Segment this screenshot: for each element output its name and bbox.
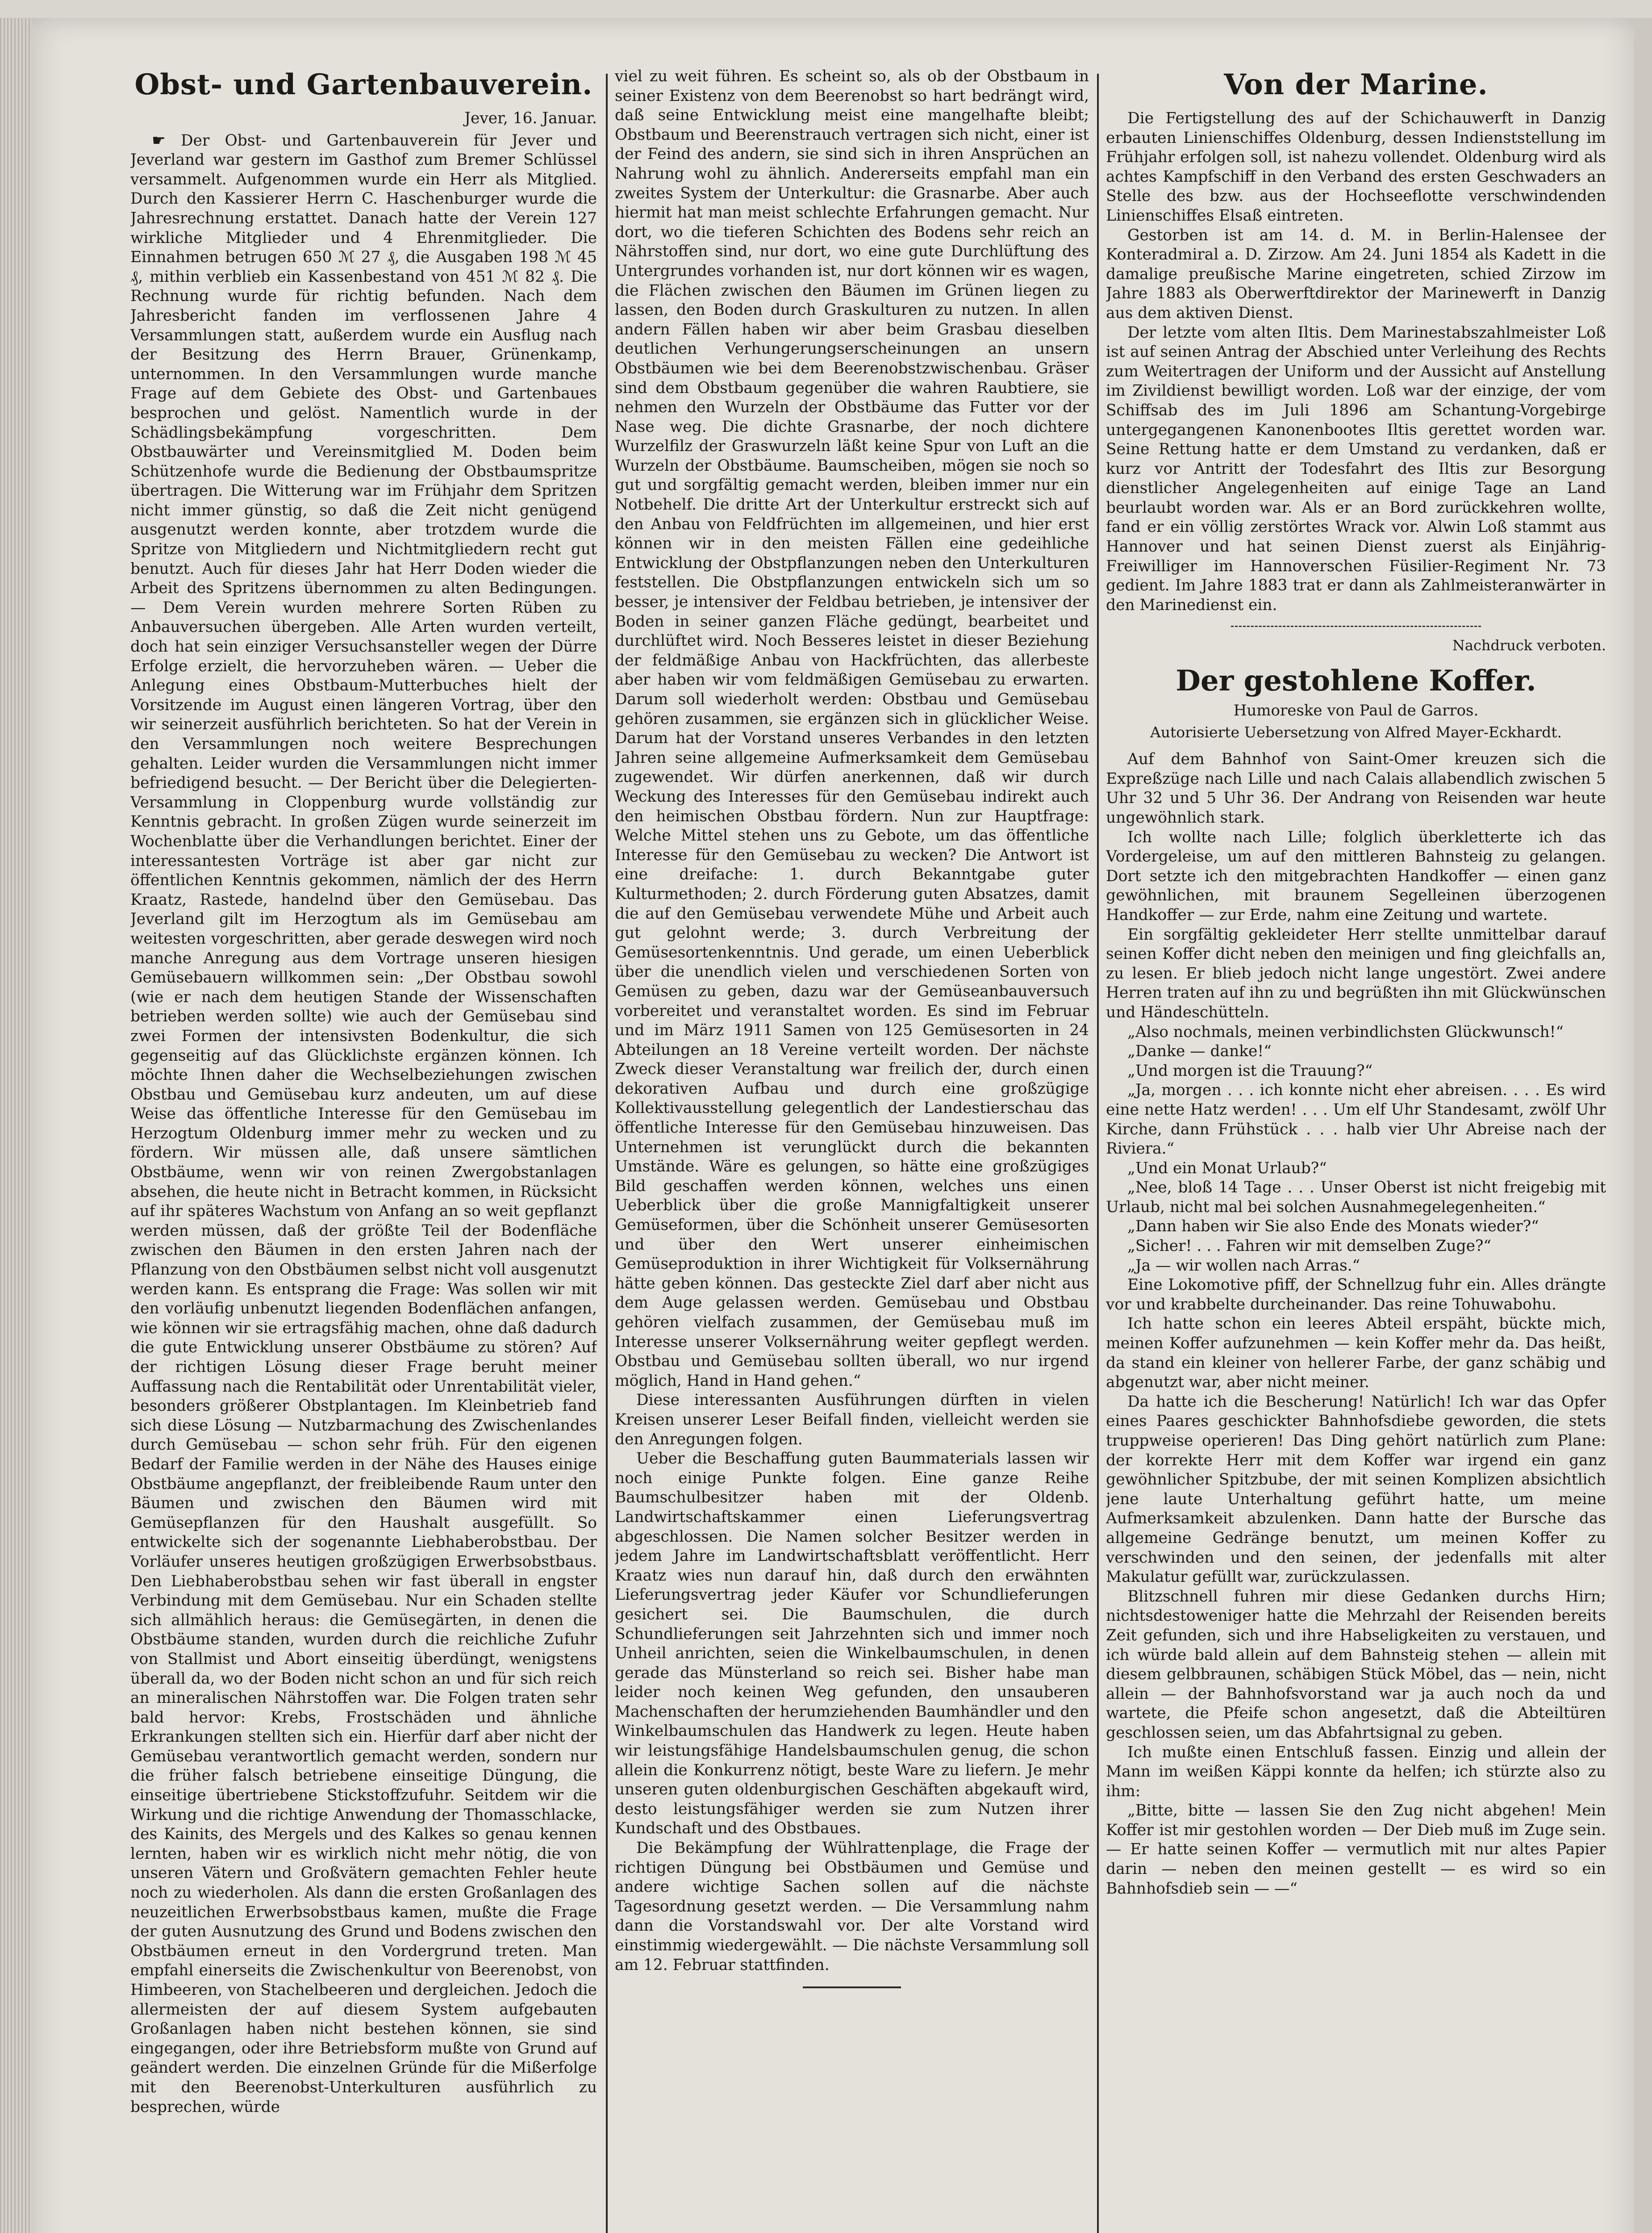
column-rule-1 bbox=[606, 74, 608, 2233]
section-separator bbox=[1231, 626, 1481, 627]
story-paragraph: „Ja, morgen . . . ich konnte nicht eher abreisen. . . . Es wird eine nette Hatz werden! . . . Um elf Uhr Standesamt, zwölf Uhr Kirche, dann Frühstück . . . halb vier Uhr Abreise nach der Riviera.“ bbox=[1106, 1081, 1606, 1158]
story-paragraph: „Sicher! . . . Fahren wir mit demselben Zuge?“ bbox=[1127, 1237, 1491, 1255]
next-page-edge bbox=[1634, 18, 1652, 2233]
column-rule-2 bbox=[1097, 74, 1099, 2233]
column-obstverein-continued bbox=[615, 67, 1089, 2233]
story-title: Der gestohlene Koffer. bbox=[1176, 664, 1536, 698]
article-heading-marine: Von der Marine. bbox=[1224, 68, 1488, 101]
story-paragraph: „Dann haben wir Sie also Ende des Monats wieder?“ bbox=[1127, 1217, 1539, 1236]
story-paragraph: „Und morgen ist die Trauung?“ bbox=[1127, 1062, 1373, 1080]
story-paragraph: Blitzschnell fuhren mir diese Gedanken durchs Hirn; nichtsdestoweniger hatte die Mehrzahl der Reisenden bereits Zeit gefunden, sich und ihre Habseligkeiten zu verstauen, und ich würde bald allein auf dem Bahnsteig stehen — allein mit diesem gelbbraunen, schäbigen Stück Möbel, das — nein, nicht allein — der Bahnhofsvorstand war ja auch noch da und wartete, die Pfeife schon angesetzt, daß die Abteiltüren geschlossen seien, um das Abfahrtsignal zu geben. bbox=[1106, 1587, 1606, 1742]
column-marine-and-story bbox=[1106, 67, 1606, 2233]
story-paragraph: Da hatte ich die Bescherung! Natürlich! Ich war das Opfer eines Paares geschickter Bahnhofsdiebe geworden, die stets truppweise operieren! Das Ding gehört natürlich zum Plane: der korrekte Herr mit dem Koffer war irgend ein ganz gewöhnlicher Spitzbube, der mit seinen Komplizen absichtlich jene laute Unterhaltung geführt hatte, um meine Aufmerksamkeit abzulenken. Dann hatte der Bursche das allgemeine Gedränge benutzt, um meinen Koffer zu verschwinden und den seinen, der jedenfalls mit alter Makulatur gefüllt war, zurückzulassen. bbox=[1106, 1392, 1606, 1586]
article-paragraph: Die Bekämpfung der Wühlrattenplage, die Frage der richtigen Düngung bei Obstbäumen und Gemüse und andere wichtige Sachen sollen auf die nächste Tagesordnung gesetzt werden. — Die Versammlung nahm dann die Vorstandswahl vor. Der alte Vorstand wird einstimmig wiedergewählt. — Die nächste Versammlung soll am 12. Februar stattfinden. bbox=[615, 1839, 1089, 1974]
story-paragraph: Ich mußte einen Entschluß fassen. Einzig und allein der Mann im weißen Käppi konnte da helfen; ich stürzte also zu ihm: bbox=[1106, 1743, 1606, 1800]
story-paragraph: „Nee, bloß 14 Tage . . . Unser Oberst ist nicht freigebig mit Urlaub, nicht mal bei solchen Ausnahmegelegenheiten.“ bbox=[1106, 1179, 1606, 1216]
article-paragraph: ☛ Der Obst- und Gartenbauverein für Jever und Jeverland war gestern im Gasthof zum Bremer Schlüssel versammelt. Aufgenommen wurde ein Herr als Mitglied. Durch den Kassierer Herrn C. Haschenburger wurde die Jahresrechnung erstattet. Danach hatte der Verein 127 wirkliche Mitglieder und 4 Ehrenmitglieder. Die Einnahmen betrugen 650 ℳ 27 ₰, die Ausgaben 198 ℳ 45 ₰, mithin verblieb ein Kassenbestand von 451 ℳ 82 ₰. Die Rechnung wurde für richtig befunden. Nach dem Jahresbericht fanden im verflossenen Jahre 4 Versammlungen statt, außerdem wurde ein Ausflug nach der Besitzung des Herrn Brauer, Grünenkamp, unternommen. In den Versammlungen wurde manche Frage auf dem Gebiete des Obst- und Gartenbaues besprochen und gelöst. Namentlich wurde in der Schädlingsbekämpfung vorgeschritten. Dem Obstbauwärter und Vereinsmitglied M. Doden beim Schützenhofe wurde die Bedienung der Obstbaumspritze übertragen. Die Witterung war im Frühjahr dem Spritzen nicht immer günstig, so daß die Zeit nicht genügend ausgenutzt werden konnte, aber trotzdem wurde die Spritze von Mitgliedern und Nichtmitgliedern recht gut benutzt. Auch für dieses Jahr hat Herr Doden wieder die Arbeit des Spritzens übernommen zu alten Bedingungen. — Dem Verein wurden mehrere Sorten Rüben zu Anbauversuchen übergeben. Alle Arten wurden verteilt, doch hat sein einziger Versuchsansteller wegen der Dürre Erfolge erzielt, die hervorzuheben wären. — Ueber die Anlegung eines Obstbaum-Mutterbuches hielt der Vorsitzende im August einen längeren Vortrag, über den wir seinerzeit ausführlich berichteten. So hat der Verein in den Versammlungen noch weitere Besprechungen gehalten. Leider wurden die Versammlungen nicht immer befriedigend besucht. — Der Bericht über die Delegierten-Versammlung in Cloppenburg wurde vollständig zur Kenntnis gebracht. In großen Zügen wurde seinerzeit im Wochenblatte über die Verhandlungen berichtet. Einer der interessantesten Vorträge ist aber gar nicht zur öffentlichen Kenntnis gekommen, nämlich der des Herrn Kraatz, Rastede, handelnd über den Gemüsebau. Das Jeverland gilt im Herzogtum als im Gemüsebau am weitesten vorgeschritten, aber gerade deswegen wird noch manche Anregung aus dem Vortrage unseren hiesigen Gemüsebauern willkommen sein: „Der Obstbau sowohl (wie er nach dem heutigen Stande der Wissenschaften betrieben werden sollte) wie auch der Gemüsebau sind zwei Formen der intensivsten Bodenkultur, die sich gegenseitig auf das Glücklichste ergänzen können. Ich möchte Ihnen daher die Wechselbeziehungen zwischen Obstbau und Gemüsebau kurz andeuten, um auf diese Weise das öffentliche Interesse für den Gemüsebau im Herzogtum Oldenburg immer mehr zu wecken und zu fördern. Wir müssen alle, daß unsere sämtlichen Obstbäume, wenn wir von reinen Zwergobstanlagen absehen, die heute nicht in Betracht kommen, in Rücksicht auf ihr späteres Wachstum von Anfang an so weit gepflanzt werden müssen, daß der größte Teil der Bodenfläche zwischen den Bäumen in den ersten Jahren nach der Pflanzung von den Obstbäumen selbst nicht voll ausgenutzt werden kann. Es entsprang die Frage: Was sollen wir mit den vorläufig unbenutzt liegenden Bodenflächen anfangen, wie können wir sie ertragsfähig machen, ohne daß dadurch die gute Entwicklung unserer Obstbäume zu stören? Auf der richtigen Lösung dieser Frage beruht meiner Auffassung nach die Rentabilität oder Unrentabilität vieler, besonders größerer Obstplantagen. Im Kleinbetrieb fand sich diese Lösung — Nutzbarmachung des Zwischenlandes durch Gemüsebau — schon sehr früh. Für den eigenen Bedarf der Familie werden in der Nähe des Hauses einige Obstbäume angepflanzt, der freibleibende Raum unter den Bäumen und zwischen den Bäumen wird mit Gemüsepflanzen für den Haushalt ausgefüllt. So entwickelte sich der sogenannte Liebhaberobstbau. Der Vorläufer unseres heutigen großzügigen Erwerbsobstbaus. Den Liebhaberobstbau sehen wir fast überall in engster Verbindung mit dem Gemüsebau. Nur ein Schaden stellte sich allmählich heraus: die Gemüsegärten, in denen die Obstbäume standen, wurden durch die reichliche Zufuhr von Stallmist und Abort einseitig überdüngt, wenigstens überall da, wo der Boden nicht schon an und für sich reich an mineralischen Nährstoffen war. Die Folgen traten sehr bald hervor: Krebs, Frostschäden und ähnliche Erkrankungen stellten sich ein. Hierfür darf aber nicht der Gemüsebau verantwortlich gemacht werden, sondern nur die früher falsch betriebene einseitige Düngung, die einseitige übertriebene Stickstoffzufuhr. Seitdem wir die Wirkung und die richtige Anwendung der Thomasschlacke, des Kainits, des Mergels und des Kalkes so genau kennen lernten, haben wir es wirklich nicht mehr nötig, die von unseren Vätern und Großvätern gemachten Fehler heute noch zu wiederholen. Als dann die ersten Großanlagen des neuzeitlichen Erwerbsobstbaus kamen, mußte die Frage der guten Ausnutzung des Grund und Bodens zwischen den Obstbäumen erneut in den Vordergrund treten. Man empfahl einerseits die Zwischenkultur von Beerenobst, von Himbeeren, von Stachelbeeren und dergleichen. Jedoch die allermeisten der auf diesem System aufgebauten Großanlagen haben nicht bestehen können, sie sind eingegangen, oder ihre Betriebsform mußte von Grund auf geändert werden. Die einzelnen Gründe für die Mißerfolge mit den Beerenobst-Unterkulturen ausführlich zu besprechen, würde bbox=[130, 131, 597, 2116]
story-paragraph: „Und ein Monat Urlaub?“ bbox=[1127, 1159, 1327, 1177]
column-obst-und-gartenbauverein bbox=[130, 67, 597, 2233]
story-paragraph: Eine Lokomotive pfiff, der Schnellzug fuhr ein. Alles drängte vor und krabbelte durcheinander. Das reine Tohuwabohu. bbox=[1106, 1276, 1606, 1313]
story-paragraph: Ein sorgfältig gekleideter Herr stellte unmittelbar darauf seinen Koffer dicht neben den meinigen und fing gleichfalls an, zu lesen. Er blieb jedoch nicht lange ungestört. Zwei andere Herren traten auf ihn zu und begrüßten ihn mit Glückwünschen und Händeschütteln. bbox=[1106, 925, 1606, 1021]
story-paragraph: „Danke — danke!“ bbox=[1127, 1042, 1272, 1061]
story-subtitle: Humoreske von Paul de Garros. bbox=[1233, 702, 1479, 720]
marine-paragraph: Gestorben ist am 14. d. M. in Berlin-Halensee der Konteradmiral a. D. Zirzow. Am 24. Juni 1854 als Kadett in die damalige preußische Marine eingetreten, schied Zirzow im Jahre 1883 als Oberwerftdirektor der Marinewerft in Danzig aus dem aktiven Dienst. bbox=[1106, 226, 1606, 322]
reprint-note: Nachdruck verboten. bbox=[1452, 637, 1606, 654]
marine-paragraph: Die Fertigstellung des auf der Schichauwerft in Danzig erbauten Linienschiffes Oldenburg, dessen Indienststellung im Frühjahr erfolgen soll, ist nahezu vollendet. Oldenburg wird als achtes Kampfschiff in den Verband des ersten Geschwaders an Stelle des bzw. aus der Hochseeflotte verschwindenden Linienschiffes Elsaß eintreten. bbox=[1106, 109, 1606, 225]
section-separator bbox=[803, 1986, 901, 1988]
story-paragraph: „Bitte, bitte — lassen Sie den Zug nicht abgehen! Mein Koffer ist mir gestohlen worden — Der Dieb muß im Zuge sein. — Er hatte seinen Koffer — vermutlich mit nur altes Papier darin — neben den meinen gestellt — es wird so ein Bahnhofsdieb sein — —“ bbox=[1106, 1802, 1606, 1898]
article-paragraph: Diese interessanten Ausführungen dürften in vielen Kreisen unserer Leser Beifall finden, vielleicht werden sie den Anregungen folgen. bbox=[615, 1391, 1089, 1448]
story-paragraph: Ich wollte nach Lille; folglich überkletterte ich das Vordergeleise, um auf den mittleren Bahnsteig zu gelangen. Dort setzte ich den mitgebrachten Handkoffer — einen ganz gewöhnlichen, mit braunem Segelleinen überzogenen Handkoffer — zur Erde, nahm eine Zeitung und wartete. bbox=[1106, 828, 1606, 924]
article-heading-obstverein: Obst- und Gartenbauverein. bbox=[134, 68, 593, 101]
story-paragraph: Ich hatte schon ein leeres Abteil erspäht, bückte mich, meinen Koffer aufzunehmen — kein Koffer mehr da. Das heißt, da stand ein kleiner von hellerer Farbe, der ganz schäbig und abgenutzt war, aber nicht meiner. bbox=[1106, 1315, 1606, 1392]
marine-paragraph: Der letzte vom alten Iltis. Dem Marinestabszahlmeister Loß ist auf seinen Antrag der Abschied unter Verleihung des Rechts zum Weitertragen der Uniform und der Aussicht auf Anstellung im Zivildienst bewilligt worden. Loß war der einzige, der vom Schiffsab des im Juli 1896 am Schantung-Vorgebirge untergegangenen Kanonenbootes Iltis gerettet worden war. Seine Rettung hatte er dem Umstand zu verdanken, daß er kurz vor Antritt der Todesfahrt des Iltis zur Besorgung dienstlicher Angelegenheiten auf einige Tage an Land beurlaubt worden war. Als er an Bord zurückkehren wollte, fand er ein völlig zerstörtes Wrack vor. Alwin Loß stammt aus Hannover und hat seinen Dienst zuerst als Einjährig-Freiwilliger im Hannoverschen Füsilier-Regiment Nr. 73 gedient. Im Jahre 1883 trat er dann als Zahlmeisteranwärter in den Marinedienst ein. bbox=[1106, 323, 1606, 614]
story-translation-credit: Autorisierte Uebersetzung von Alfred Mayer-Eckhardt. bbox=[1150, 723, 1562, 741]
article-paragraph: Ueber die Beschaffung guten Baummaterials lassen wir noch einige Punkte folgen. Eine ganze Reihe Baumschulbesitzer haben mit der Oldenb. Landwirtschaftskammer einen Lieferungsvertrag abgeschlossen. Die Namen solcher Besitzer werden in jedem Jahre im Landwirtschaftsblatt veröffentlicht. Herr Kraatz wies nun darauf hin, daß durch den erwähnten Lieferungsvertrag jeder Käufer vor Schundlieferungen gesichert sei. Die Baumschulen, die durch Schundlieferungen seit Jahrzehnten sich und immer noch Unheil anrichten, seien die Winkelbaumschulen, in denen gerade das Münsterland so reich sei. Bisher habe man leider noch keinen Weg gefunden, den unsauberen Machenschaften der herumziehenden Baumhändler und den Winkelbaumschulen das Handwerk zu legen. Heute haben wir leistungsfähige Handelsbaumschulen genug, die schon allein die Konkurrenz nötigt, beste Ware zu liefern. Je mehr unseren guten oldenburgischen Geschäften abgekauft wird, desto leistungsfähiger werden sie zum Nutzen ihrer Kundschaft und des Obstbaues. bbox=[615, 1450, 1089, 1838]
article-paragraph: viel zu weit führen. Es scheint so, als ob der Obstbaum in seiner Existenz von dem Beerenobst so hart bedrängt wird, daß seine Entwicklung meist eine mangelhafte bleibt; Obstbaum und Beerenstrauch vertragen sich nicht, einer ist der Feind des andern, sie sind sich in ihren Ansprüchen an Nahrung wohl zu ähnlich. Andererseits empfahl man ein zweites System der Unterkultur: die Grasnarbe. Aber auch hiermit hat man meist schlechte Erfahrungen gemacht. Nur dort, wo die tieferen Schichten des Bodens sehr reich an Nährstoffen sind, nur dort, wo eine gute Durchlüftung des Untergrundes vorhanden ist, nur dort können wir es wagen, die Flächen zwischen den Bäumen im Grünen liegen zu lassen, den Boden durch Graskulturen zu nutzen. In allen andern Fällen haben wir aber beim Grasbau dieselben deutlichen Verhungerungserscheinungen an unsern Obstbäumen wie bei dem Beerenobstzwischenbau. Gräser sind dem Obstbaum gegenüber die wahren Raubtiere, sie nehmen den Wurzeln der Obstbäume das Futter vor der Nase weg. Die dichte Grasnarbe, der noch dichtere Wurzelfilz der Graswurzeln läßt keine Spur von Luft an die Wurzeln der Obstbäume. Baumscheiben, mögen sie noch so gut und sorgfältig gemacht werden, bleiben immer nur ein Notbehelf. Die dritte Art der Unterkultur erstreckt sich auf den Anbau von Feldfrüchten im allgemeinen, und hier erst können wir in den meisten Fällen eine gedeihliche Entwicklung der Obstpflanzungen neben den Unterkulturen feststellen. Die Obstpflanzungen entwickeln sich um so besser, je intensiver der Feldbau betrieben, je intensiver der Boden in seiner ganzen Fläche gedüngt, bearbeitet und durchlüftet wird. Noch Besseres leistet in dieser Beziehung der feldmäßige Anbau von Hackfrüchten, das allerbeste aber haben wir vom feldmäßigen Gemüsebau zu erwarten. Darum soll wiederholt werden: Obstbau und Gemüsebau gehören zusammen, sie ergänzen sich in glücklicher Weise. Darum hat der Vorstand unseres Verbandes in den letzten Jahren seine allgemeine Aufmerksamkeit dem Gemüsebau zugewendet. Wir dürfen anerkennen, daß wir durch Weckung des Interesses für den Gemüsebau indirekt auch den heimischen Obstbau fördern. Nun zur Hauptfrage: Welche Mittel stehen uns zu Gebote, um das öffentliche Interesse für den Gemüsebau zu wecken? Die Antwort ist eine dreifache: 1. durch Bekanntgabe guter Kulturmethoden; 2. durch Förderung guten Absatzes, damit die auf den Gemüsebau verwendete Mühe und Arbeit auch gut gelohnt werde; 3. durch Verbreitung der Gemüsesortenkenntnis. Und gerade, um einen Ueberblick über die unendlich vielen und verschiedenen Sorten von Gemüsen zu geben, dazu war der Gemüseanbauversuch vorbereitet und veranstaltet worden. Es sind im Februar und im März 1911 Samen von 125 Gemüsesorten in 24 Abteilungen an 18 Vereine verteilt worden. Der nächste Zweck dieser Veranstaltung war freilich der, durch einen dekorativen Aufbau und durch eine großzügige Kollektivausstellung gelegentlich der Landestierschau das öffentliche Interesse für den Gemüsebau hinzuweisen. Das Unternehmen ist verunglückt durch die bekannten Umstände. Wäre es gelungen, so hätte eine großzügiges Bild geschaffen werden können, welches uns einen Ueberblick über die große Mannigfaltigkeit unserer Gemüseformen, über die Schönheit unserer Gemüsesorten und über den Wert unserer einheimischen Gemüseproduktion in ihrer Wichtigkeit für Volksernährung hätte geben können. Das gesteckte Ziel darf aber nicht aus dem Auge gelassen werden. Gemüsebau und Obstbau gehören vielfach zusammen, der Gemüsebau muß im Interesse unserer Volksernährung weiter gepflegt werden. Obstbau und Gemüsebau sollten überall, wo nur irgend möglich, Hand in Hand gehen.“ bbox=[615, 67, 1089, 1390]
story-paragraph: „Also nochmals, meinen verbindlichsten Glückwunsch!“ bbox=[1127, 1023, 1564, 1041]
dateline: Jever, 16. Januar. bbox=[464, 109, 597, 127]
story-paragraph: „Ja — wir wollen nach Arras.“ bbox=[1127, 1256, 1360, 1275]
story-paragraph: Auf dem Bahnhof von Saint-Omer kreuzen sich die Expreßzüge nach Lille und nach Calais allabendlich zwischen 5 Uhr 32 und 5 Uhr 36. Der Andrang von Reisenden war heute ungewöhnlich stark. bbox=[1106, 750, 1606, 827]
